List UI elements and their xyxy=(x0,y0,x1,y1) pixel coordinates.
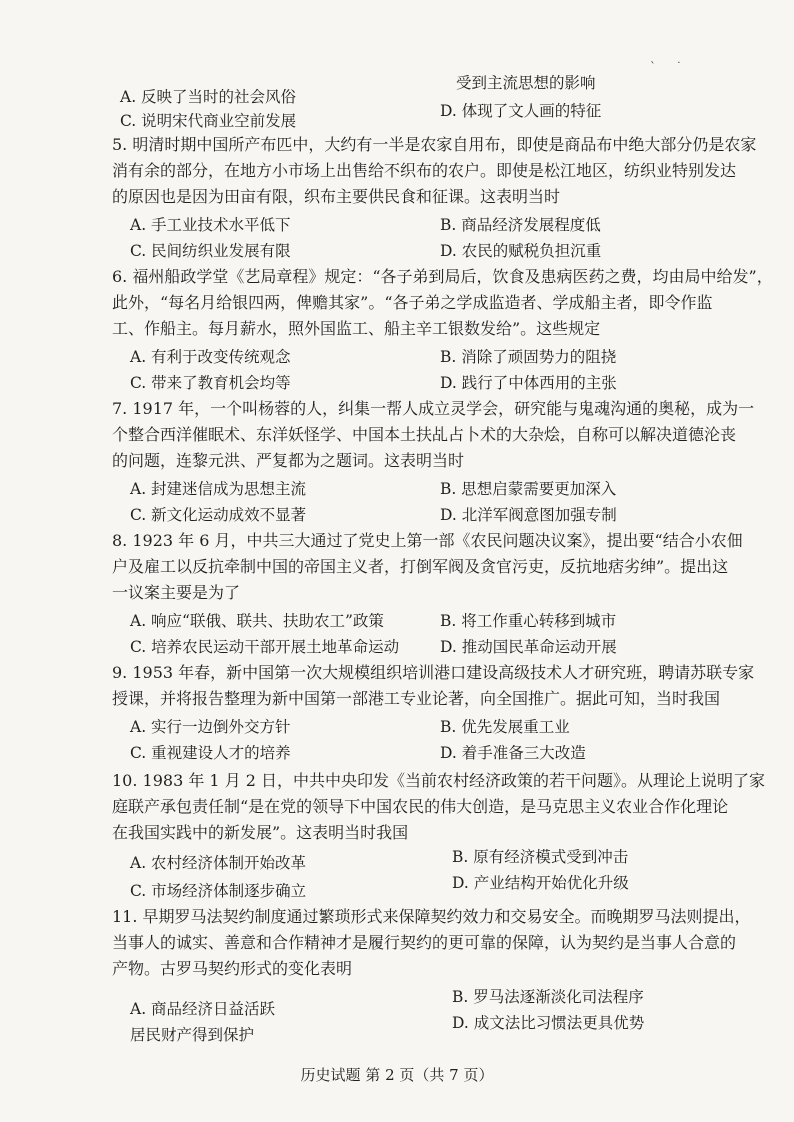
q8-option-d: D. 推动国民革命运动开展 xyxy=(440,638,617,656)
q6-option-a: A. 有利于改变传统观念 xyxy=(130,348,291,366)
prev-option-c: C. 说明宋代商业空前发展 xyxy=(120,112,297,130)
q7-line-2: 个整合西洋催眠术、东洋妖怪学、中国本土扶乩占卜术的大杂烩，自称可以解决道德沦丧 xyxy=(112,425,737,444)
q7-option-c: C. 新文化运动成效不显著 xyxy=(130,506,307,524)
q8-line-1: 8. 1923 年 6 月，中共三大通过了党史上第一部《农民问题决议案》，提出要“结合小农佃 xyxy=(112,531,743,550)
q8-option-a: A. 响应“联俄、联共、扶助农工”政策 xyxy=(130,612,384,630)
q5-line-2: 消有余的部分，在地方小市场上出售给不织布的农户。即使是松江地区，纺织业特别发达 xyxy=(112,161,737,180)
q7-line-1: 7. 1917 年，一个叫杨蓉的人，纠集一帮人成立灵学会，研究能与鬼魂沟通的奥秘，成为一 xyxy=(112,399,755,418)
q5-option-b: B. 商品经济发展程度低 xyxy=(440,216,601,234)
q11-option-a: A. 商品经济日益活跃 xyxy=(130,1000,276,1018)
q8-option-c: C. 培养农民运动干部开展土地革命运动 xyxy=(130,638,400,656)
q6-option-b: B. 消除了顽固势力的阻挠 xyxy=(440,348,617,366)
q8-option-b: B. 将工作重心转移到城市 xyxy=(440,612,617,630)
q7-option-d: D. 北洋军阀意图加强专制 xyxy=(440,506,617,524)
q10-option-a: A. 农村经济体制开始改革 xyxy=(130,854,307,872)
q11-option-c: 居民财产得到保护 xyxy=(130,1026,255,1044)
q10-line-2: 庭联产承包责任制“是在党的领导下中国农民的伟大创造，是马克思主义农业合作化理论 xyxy=(112,797,729,816)
q9-option-b: B. 优先发展重工业 xyxy=(440,718,570,736)
q10-line-3: 在我国实践中的新发展”。这表明当时我国 xyxy=(112,823,409,842)
q5-option-d: D. 农民的赋税负担沉重 xyxy=(440,242,602,260)
q8-line-3: 一议案主要是为了 xyxy=(112,583,241,602)
q5-option-c: C. 民间纺织业发展有限 xyxy=(130,242,291,260)
q9-option-c: C. 重视建设人才的培养 xyxy=(130,744,291,762)
q8-line-2: 户及雇工以反抗牵制中国的帝国主义者，打倒军阀及贪官污吏，反抗地痞劣绅”。提出这 xyxy=(112,557,729,576)
q10-option-c: C. 市场经济体制逐步确立 xyxy=(130,882,307,900)
q5-line-1: 5. 明清时期中国所产布匹中，大约有一半是农家自用布，即使是商品布中绝大部分仍是农家 xyxy=(112,135,757,154)
q11-line-3: 产物。古罗马契约形式的变化表明 xyxy=(112,959,353,978)
q9-line-1: 9. 1953 年春，新中国第一次大规模组织培训港口建设高级技术人才研究班，聘请苏联专家 xyxy=(112,663,755,682)
q10-line-1: 10. 1983 年 1 月 2 日，中共中央印发《当前农村经济政策的若干问题》。从理论上说明了家 xyxy=(112,771,766,790)
q6-line-2: 此外，“每名月给银四两，俾赡其家”。“各子弟之学成监造者、学成船主者，即令作监 xyxy=(112,293,713,312)
q11-option-d: D. 成文法比习惯法更具优势 xyxy=(452,1014,645,1032)
prev-option-b-tail: 受到主流思想的影响 xyxy=(456,74,596,92)
q11-line-2: 当事人的诚实、善意和合作精神才是履行契约的更可靠的保障，认为契约是当事人合意的 xyxy=(112,933,737,952)
q6-option-c: C. 带来了教育机会均等 xyxy=(130,374,291,392)
q10-option-d: D. 产业结构开始优化升级 xyxy=(452,874,629,892)
q9-line-2: 授课，并将报告整理为新中国第一部港工专业论著，向全国推广。据此可知，当时我国 xyxy=(112,689,721,708)
q7-option-b: B. 思想启蒙需要更加深入 xyxy=(440,480,617,498)
q6-line-1: 6. 福州船政学堂《艺局章程》规定：“各子弟到局后，饮食及患病医药之费，均由局中给发”， xyxy=(112,267,773,286)
prev-option-d: D. 体现了文人画的特征 xyxy=(440,102,602,120)
q9-option-d: D. 着手准备三大改造 xyxy=(440,744,586,762)
q5-option-a: A. 手工业技术水平低下 xyxy=(130,216,291,234)
q10-option-b: B. 原有经济模式受到冲击 xyxy=(452,848,629,866)
prev-option-a: A. 反映了当时的社会风俗 xyxy=(120,88,297,106)
q7-line-3: 的问题，连黎元洪、严复都为之题词。这表明当时 xyxy=(112,451,465,470)
q7-option-a: A. 封建迷信成为思想主流 xyxy=(130,480,307,498)
page-footer: 历史试题 第 2 页（共 7 页） xyxy=(300,1066,494,1084)
q11-option-b: B. 罗马法逐渐淡化司法程序 xyxy=(452,988,644,1006)
q9-option-a: A. 实行一边倒外交方针 xyxy=(130,718,291,736)
corner-mark: ˋ ˙ xyxy=(650,60,690,74)
q5-line-3: 的原因也是因为田亩有限，织布主要供民食和征课。这表明当时 xyxy=(112,187,561,206)
q6-line-3: 工、作船主。每月薪水，照外国监工、船主辛工银数发给”。这些规定 xyxy=(112,319,601,338)
q11-line-1: 11. 早期罗马法契约制度通过繁琐形式来保障契约效力和交易安全。而晚期罗马法则提出， xyxy=(112,907,751,926)
q6-option-d: D. 践行了中体西用的主张 xyxy=(440,374,617,392)
